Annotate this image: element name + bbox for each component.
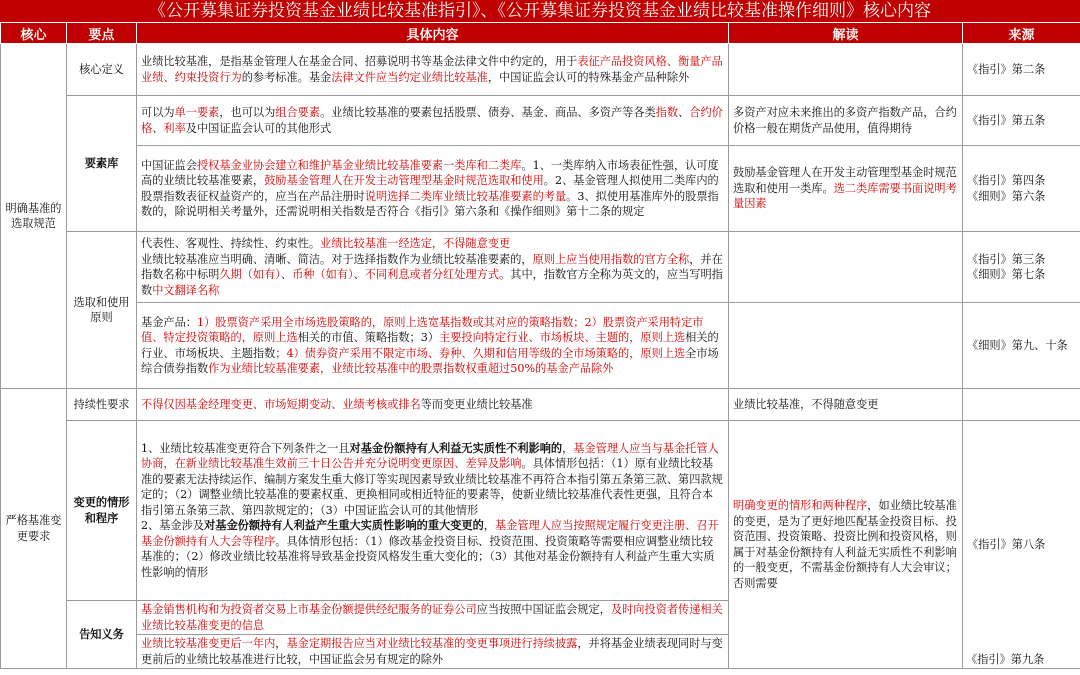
interpretation-cell: 多资产对应未来推出的多资产指数产品，合约价格一般在期货产品使用，值得期待 [729,96,963,146]
header-source: 来源 [963,23,1080,44]
source-cell: 《细则》第九、十条 [963,303,1080,389]
table-row [1,421,1080,601]
interpretation-cell: 鼓励基金管理人在开发主动管理型基金时规范选取和使用一类库。选二类库需要书面说明考量因素 [729,146,963,232]
interpretation-cell [729,232,963,303]
source-cell: 《指引》第二条 [963,44,1080,96]
interpretation-cell: 明确变更的情形和两种程序，如业绩比较基准的变更，是为了更好地匹配基金投资目标、投资范围、投资策略、投资比例和投资风格，则属于对基金份额持有人利益无实质性不利影响的一般变更，不需基金份额持有人大会审议；否则需要 [729,421,963,669]
content-table [0,22,1080,669]
table-row [1,303,1080,389]
header-content: 具体内容 [137,23,729,44]
point-label: 变更的情形和程序 [67,421,137,601]
source-cell: 《指引》第五条 [963,96,1080,146]
table-row [1,44,1080,96]
point-label: 核心定义 [67,44,137,96]
content-cell: 业绩比较基准，是指基金管理人在基金合同、招募说明书等基金法律文件中约定的，用于表征产品投资风格、衡量产品业绩、约束投资行为的参考标准。基金法律文件应当约定业绩比较基准，中国证监会认可的特殊基金产品种除外 [137,44,729,96]
source-cell [963,389,1080,421]
header-point: 要点 [67,23,137,44]
source-cell: 《指引》第三条 《细则》第七条 [963,232,1080,303]
source-cell-last: 《指引》第九条 [966,653,1045,666]
source-cell: 《指引》第八条 [963,421,1080,669]
point-label: 告知义务 [67,601,137,669]
table-row [1,96,1080,146]
header-row [1,23,1080,44]
content-cell: 不得仅因基金经理变更、市场短期变动、业绩考核或排名等而变更业绩比较基准 [137,389,729,421]
source-cell: 《指引》第四条 《细则》第六条 [963,146,1080,232]
table-row [1,232,1080,303]
point-label: 选取和使用原则 [67,232,137,389]
table-row [1,146,1080,232]
interpretation-cell [729,44,963,96]
content-cell: 中国证监会授权基金业协会建立和维护基金业绩比较基准要素一类库和二类库。1、一类库纳入市场表征性强，认可度高的业绩比较基准要素，鼓励基金管理人在开发主动管理型基金时规范选取和使用。2、基金管理人拟使用二类库内的股票指数表征权益资产的，应当在产品注册时说明选择二类库业绩比较基准要素的考量。3、拟使用基准库外的股票指数的，除说明相关考量外，还需说明相关指数是否符合《指引》第六条和《操作细则》第十二条的规定 [137,146,729,232]
header-interpretation: 解读 [729,23,963,44]
header-core: 核心 [1,23,67,44]
document-title: 《公开募集证券投资基金业绩比较基准指引》、《公开募集证券投资基金业绩比较基准操作细则》核心内容 [0,0,1080,22]
point-label: 持续性要求 [67,389,137,421]
table-row [1,389,1080,421]
content-cell: 基金产品：1）股票资产采用全市场选股策略的，原则上选宽基指数或其对应的策略指数；2）股票资产采用特定市值、特定投资策略的，原则上选相关的市值、策略指数；3）主要投向特定行业、市场板块、主题的，原则上选相关的行业、市场板块、主题指数；4）债券资产采用不限定市场、券种、久期和信用等级的全市场策略的，原则上选全市场综合债券指数作为业绩比较基准要素，业绩比较基准中的股票指数权重超过50%的基金产品除外 [137,303,729,389]
section-label: 严格基准变更要求 [1,389,67,669]
interpretation-cell [729,303,963,389]
content-cell: 1、业绩比较基准变更符合下列条件之一且对基金份额持有人利益无实质性不利影响的，基金管理人应当与基金托管人协商，在新业绩比较基准生效前三十日公告并充分说明变更原因、差异及影响。具体情形包括：（1）原有业绩比较基准的要素无法持续运作、编制方案发生重大修订等实现因素导致业绩比较基准不再符合本指引第五条第三款、第四款规定的；（2）调整业绩比较基准的要素权重、更换相同或相近特征的要素等，使新业绩比较基准代表性更强，且符合本指引第五条第三款、第四款规定的；（3）中国证监会认可的其他情形 2、基金涉及对基金份额持有人利益产生重大实质性影响的重大变更的，基金管理人应当按照规定履行变更注册、召开基金份额持有人大会等程序。具体情形包括：（1）修改基金投资目标、投资范围、投资策略等需要相应调整业绩比较基准的；（2）修改业绩比较基准将导致基金投资风格发生重大变化的；（3）其他对基金份额持有人利益产生重大实质性影响的情形 [137,421,729,601]
interpretation-cell: 业绩比较基准，不得随意变更 [729,389,963,421]
content-cell: 代表性、客观性、持续性、约束性。业绩比较基准一经选定，不得随意变更 业绩比较基准应当明确、清晰、简洁。对于选择指数作为业绩比较基准要素的，原则上应当使用指数的官方全称，并在指数名称中标明久期（如有）、币种（如有）、不同利息或者分红处理方式。其中，指数官方全称为英文的，应当写明指数中文翻译名称 [137,232,729,303]
section-label: 明确基准的选取规范 [1,44,67,389]
content-cell: 业绩比较基准变更后一年内，基金定期报告应当对业绩比较基准的变更事项进行持续披露，并将基金业绩表现同时与变更前后的业绩比较基准进行比较，中国证监会另有规定的除外 [137,635,729,669]
point-label: 要素库 [67,96,137,232]
content-cell: 基金销售机构和为投资者交易上市基金份额提供经纪服务的证券公司应当按照中国证监会规定，及时向投资者传递相关业绩比较基准变更的信息 [137,601,729,635]
content-cell: 可以为单一要素，也可以为组合要素。业绩比较基准的要素包括股票、债券、基金、商品、多资产等各类指数、合约价格、利率及中国证监会认可的其他形式 [137,96,729,146]
